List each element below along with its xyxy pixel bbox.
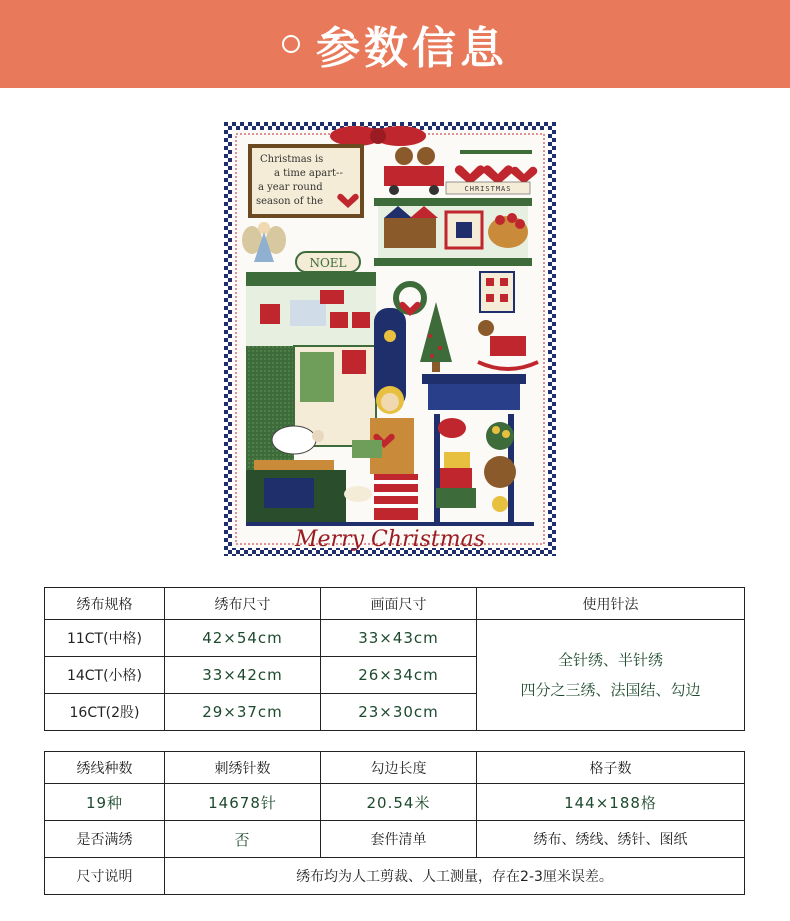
verse-line-4: season of the	[256, 196, 324, 207]
page-title: 参数信息	[316, 23, 508, 74]
grid-count-cell: 144×188格	[477, 784, 745, 821]
noel-sign	[296, 252, 360, 272]
bow-icon	[330, 126, 426, 146]
circle-icon	[282, 35, 300, 53]
table-row	[45, 858, 745, 895]
image-size-cell: 33×43cm	[321, 620, 477, 657]
cross-stitch-pattern-image	[224, 122, 556, 556]
heart-sampler	[480, 272, 514, 312]
kit-list-value: 绣布、绣线、绣针、图纸	[477, 821, 745, 858]
header-banner	[0, 0, 790, 88]
spec-cell: 11CT(中格)	[45, 620, 165, 657]
full-stitch-value: 否	[165, 821, 321, 858]
table-row	[45, 784, 745, 821]
spec-cell: 14CT(小格)	[45, 657, 165, 694]
header-stitch-methods: 使用针法	[477, 588, 745, 620]
verse-line-3: a year round	[258, 182, 323, 193]
table-row	[45, 821, 745, 858]
verse-line-2: a time apart--	[274, 168, 343, 179]
verse-line-1: Christmas is	[260, 154, 324, 165]
thread-types-cell: 19种	[45, 784, 165, 821]
pattern-illustration	[224, 122, 556, 556]
spec-table-details	[44, 751, 745, 895]
blocks-text: CHRISTMAS	[464, 185, 512, 193]
header-thread-types: 绣线种数	[45, 752, 165, 784]
header-fabric-spec: 绣布规格	[45, 588, 165, 620]
kit-list-label: 套件清单	[321, 821, 477, 858]
stitch-count-cell: 14678针	[165, 784, 321, 821]
outline-length-cell: 20.54米	[321, 784, 477, 821]
size-note-value: 绣布均为人工剪裁、人工测量，存在2-3厘米误差。	[165, 858, 745, 895]
fabric-size-cell: 29×37cm	[165, 694, 321, 731]
verse-sign	[250, 146, 362, 216]
green-shelf	[374, 198, 532, 266]
full-stitch-label: 是否满绣	[45, 821, 165, 858]
table-row	[45, 620, 745, 657]
spec-cell: 16CT(2股)	[45, 694, 165, 731]
header-image-size: 画面尺寸	[321, 588, 477, 620]
fabric-size-cell: 33×42cm	[165, 657, 321, 694]
spec-table-sizes	[44, 587, 745, 731]
christmas-blocks	[446, 182, 530, 194]
image-size-cell: 26×34cm	[321, 657, 477, 694]
header-grid-count: 格子数	[477, 752, 745, 784]
stitch-line-1: 全针绣、半针绣	[557, 651, 663, 669]
merry-christmas-text: Merry Christmas	[295, 527, 485, 552]
header-stitch-count: 刺绣针数	[165, 752, 321, 784]
header-fabric-size: 绣布尺寸	[165, 588, 321, 620]
image-size-cell: 23×30cm	[321, 694, 477, 731]
header-outline-length: 勾边长度	[321, 752, 477, 784]
stitch-methods-cell	[477, 620, 745, 731]
size-note-label: 尺寸说明	[45, 858, 165, 895]
noel-text: NOEL	[309, 256, 347, 270]
fabric-size-cell: 42×54cm	[165, 620, 321, 657]
stitch-line-2: 四分之三绣、法国结、勾边	[520, 681, 701, 699]
